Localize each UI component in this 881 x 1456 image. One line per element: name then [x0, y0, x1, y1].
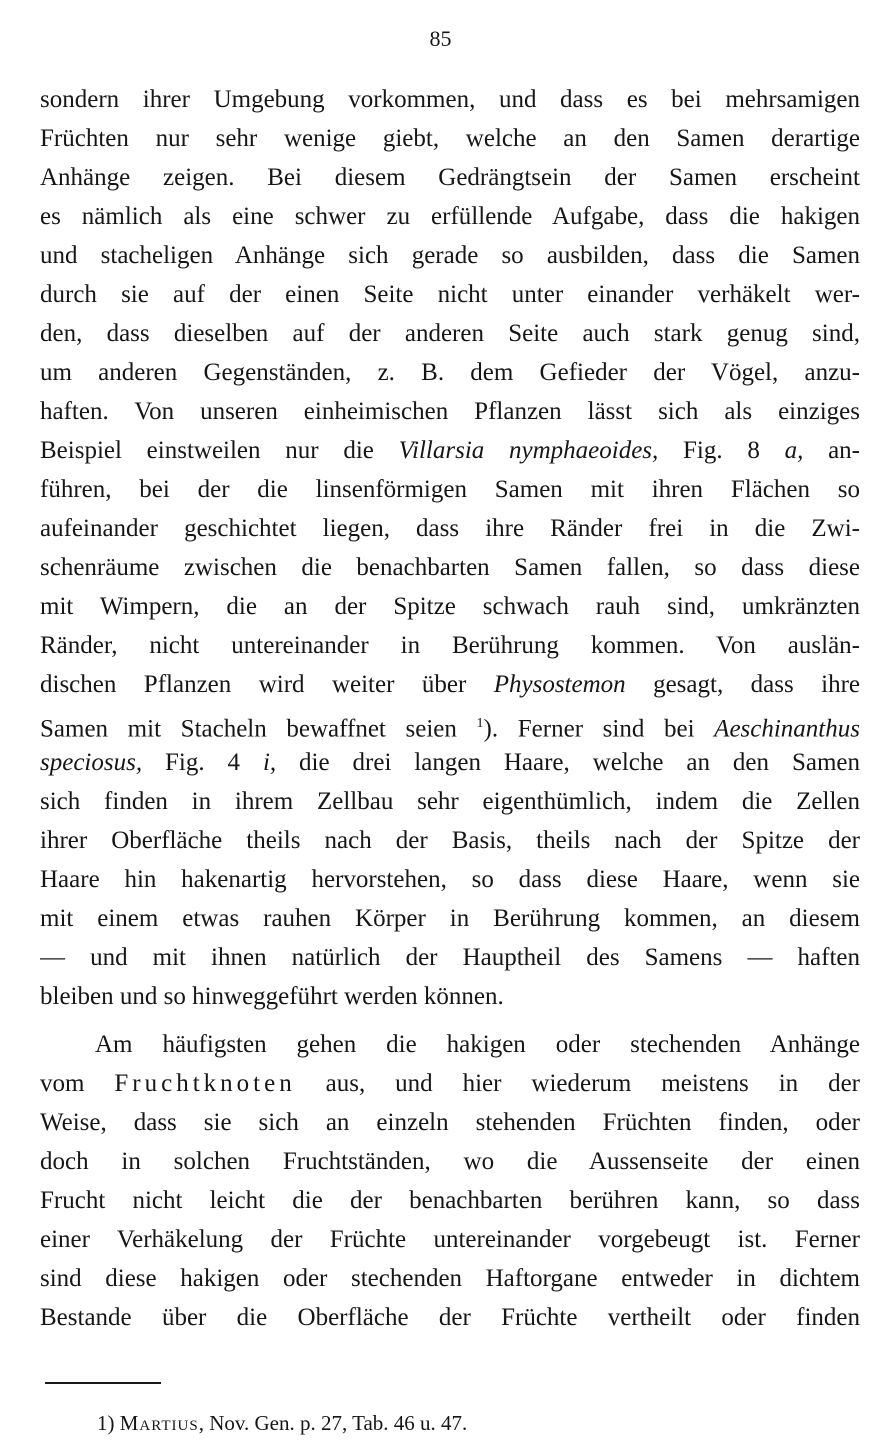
- text-line: Anhänge zeigen. Bei diesem Gedrängtsein der Samen erscheint: [40, 164, 860, 191]
- text-run: an-: [803, 437, 860, 464]
- text-line: aufeinander geschichtet liegen, dass ihre Ränder frei in die Zwi-: [40, 515, 860, 542]
- text-line: schenräume zwischen die benachbarten Samen fallen, so dass diese: [40, 554, 860, 581]
- text-run: dischen Pflanzen wird weiter über: [40, 671, 494, 698]
- figure-letter: a,: [784, 437, 804, 464]
- footnote-author: Martius: [119, 1411, 199, 1435]
- footnote-divider: [45, 1382, 161, 1384]
- text-line: Früchten nur sehr wenige giebt, welche an den Samen derartige: [40, 125, 860, 152]
- species-epithet: speciosus,: [40, 749, 143, 776]
- genus-name: Aeschinanthus: [714, 715, 860, 743]
- text-line: [40, 743, 860, 782]
- footnote-text: , Nov. Gen. p. 27, Tab. 46 u. 47.: [198, 1411, 468, 1435]
- text-line: sich finden in ihrem Zellbau sehr eigenthümlich, indem die Zellen: [40, 788, 860, 815]
- page-number: 85: [429, 26, 452, 51]
- text-run: Fig. 8: [658, 437, 785, 464]
- text-line: um anderen Gegenständen, z. B. dem Gefieder der Vögel, anzu-: [40, 359, 860, 386]
- text-run: Beispiel einstweilen nur die: [40, 437, 399, 464]
- text-run: ). Ferner sind bei: [483, 715, 715, 743]
- body-text: [40, 80, 860, 1337]
- text-line: sind diese hakigen oder stechenden Haftorgane entweder in dichtem: [40, 1265, 860, 1292]
- text-line: bleiben und so hinweggeführt werden können.: [40, 983, 504, 1010]
- text-line: haften. Von unseren einheimischen Pflanzen lässt sich als einziges: [40, 398, 860, 425]
- footnote-reference: 1: [476, 716, 484, 731]
- text-line: doch in solchen Fruchtständen, wo die Aussenseite der einen: [40, 1148, 860, 1175]
- species-name: Villarsia nymphaeoides,: [398, 437, 659, 464]
- text-line: Haare hin hakenartig hervorstehen, so dass diese Haare, wenn sie: [40, 866, 860, 893]
- text-line: [40, 431, 860, 470]
- text-line: — und mit ihnen natürlich der Hauptheil des Samens — haften: [40, 944, 860, 971]
- text-line: [40, 704, 860, 743]
- footnote-marker: 1): [97, 1411, 115, 1435]
- text-line: mit Wimpern, die an der Spitze schwach rauh sind, umkränzten: [40, 593, 860, 620]
- text-line: und stacheligen Anhänge sich gerade so ausbilden, dass die Samen: [40, 242, 860, 269]
- text-line: den, dass dieselben auf der anderen Seite auch stark genug sind,: [40, 320, 860, 347]
- text-run: aus, und hier wiederum meistens in der: [295, 1070, 860, 1097]
- text-line: ihrer Oberfläche theils nach der Basis, theils nach der Spitze der: [40, 827, 860, 854]
- text-line: Bestande über die Oberfläche der Früchte vertheilt oder finden: [40, 1304, 860, 1331]
- genus-name: Physostemon: [493, 671, 626, 698]
- footnote: [97, 1409, 467, 1437]
- text-line: Weise, dass sie sich an einzeln stehenden Früchten finden, oder: [40, 1109, 860, 1136]
- text-line: [40, 1064, 860, 1103]
- figure-letter: i,: [262, 749, 277, 776]
- text-run: vom: [40, 1070, 115, 1097]
- text-line: durch sie auf der einen Seite nicht unter einander verhäkelt wer-: [40, 281, 860, 308]
- text-line: führen, bei der die linsenförmigen Samen mit ihren Flächen so: [40, 476, 860, 503]
- emphasized-term: Fruchtknoten: [114, 1070, 296, 1097]
- text-line: einer Verhäkelung der Früchte untereinander vorgebeugt ist. Ferner: [40, 1226, 860, 1253]
- text-line: [40, 665, 860, 704]
- text-line: Am häufigsten gehen die hakigen oder stechenden Anhänge: [95, 1031, 860, 1058]
- text-run: Samen mit Stacheln bewaffnet seien: [40, 715, 477, 743]
- text-line: sondern ihrer Umgebung vorkommen, und dass es bei mehrsamigen: [40, 86, 860, 113]
- text-run: die drei langen Haare, welche an den Samen: [276, 749, 860, 776]
- paragraph-gap: [40, 1016, 860, 1025]
- text-line: Frucht nicht leicht die der benachbarten berühren kann, so dass: [40, 1187, 860, 1214]
- text-run: gesagt, dass ihre: [625, 671, 860, 698]
- text-run: Fig. 4: [142, 749, 263, 776]
- text-line: Ränder, nicht untereinander in Berührung kommen. Von auslän-: [40, 632, 860, 659]
- text-line: mit einem etwas rauhen Körper in Berührung kommen, an diesem: [40, 905, 860, 932]
- text-line: es nämlich als eine schwer zu erfüllende Aufgabe, dass die hakigen: [40, 203, 860, 230]
